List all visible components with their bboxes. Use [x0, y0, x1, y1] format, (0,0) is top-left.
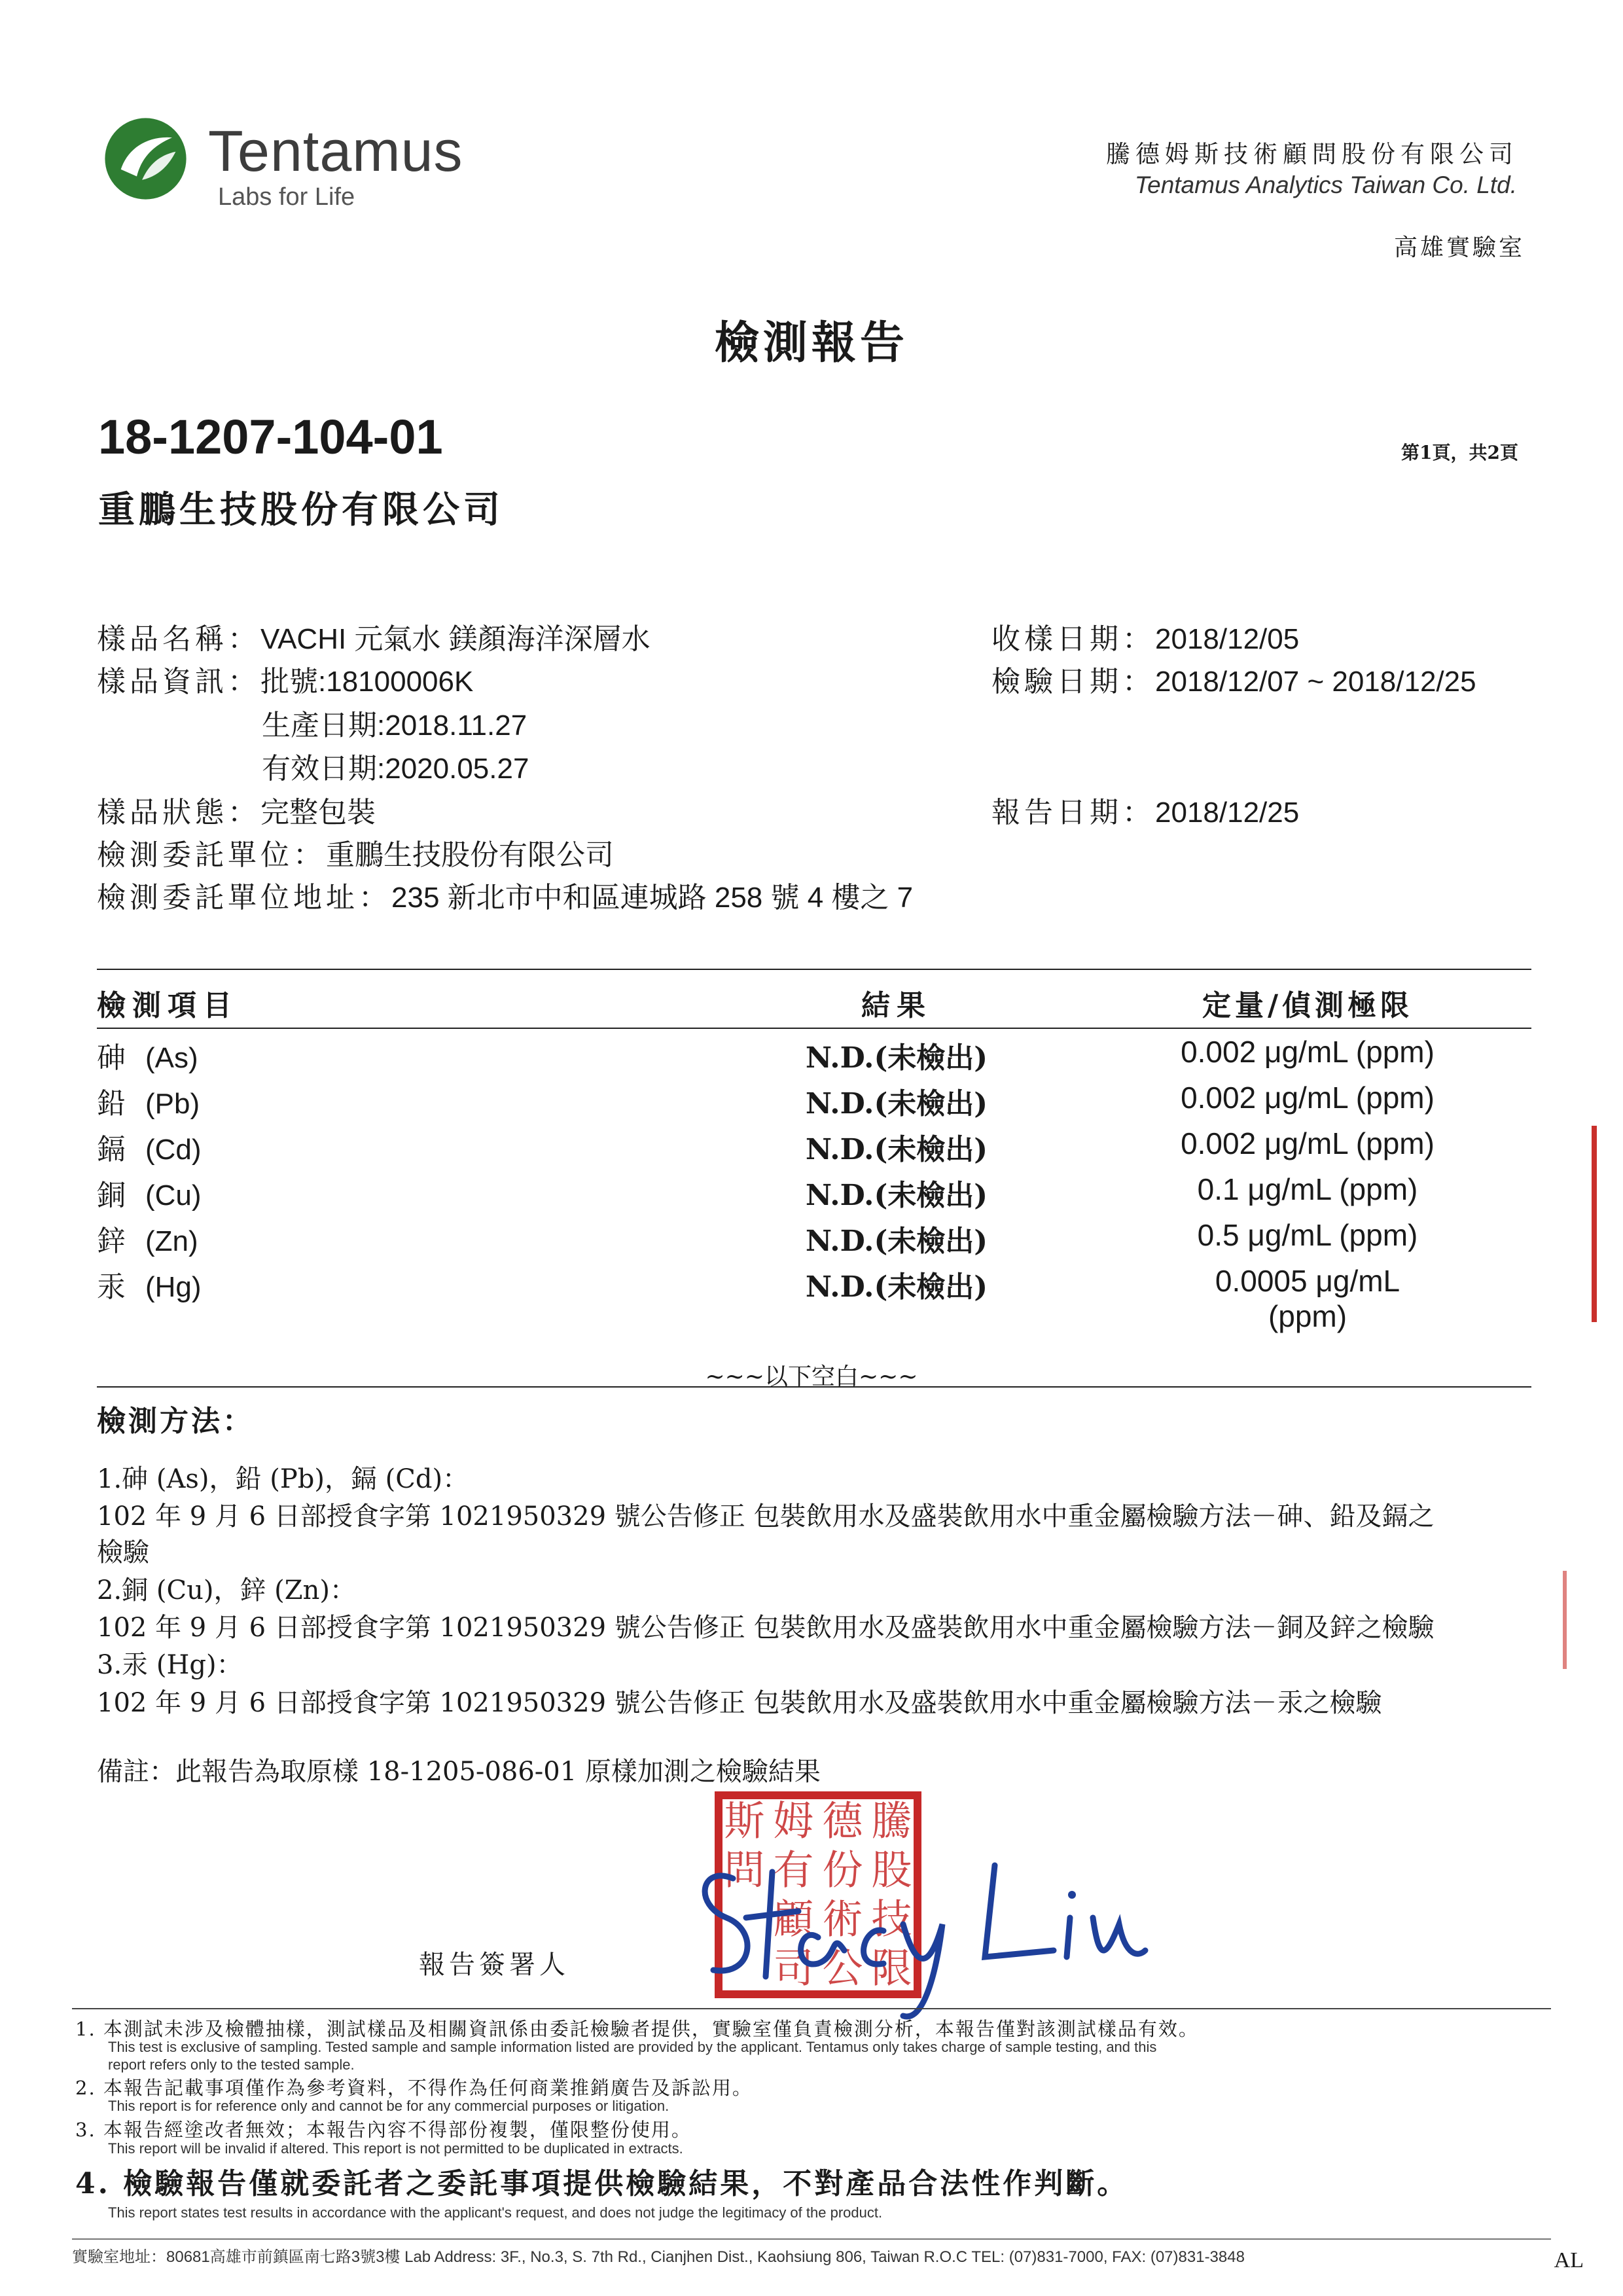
client-value: 重鵬生技股份有限公司 [326, 838, 614, 872]
sample-state-label: 樣品狀態： [97, 796, 260, 829]
element-name: 鎘 [97, 1133, 126, 1166]
method-1-text: 102 年 9 月 6 日部授食字第 1021950329 號公告修正 包裝飲用水及盛裝飲用水中重金屬檢驗方法－砷、鉛及鎘之 [97, 1501, 1435, 1532]
sample-name-row [97, 615, 651, 657]
page-corner-mark: AL [1554, 2248, 1584, 2272]
client-address-value: 235 新北市中和區連城路 258 號 4 樓之 7 [391, 882, 914, 914]
element-name: 銅 [97, 1179, 126, 1212]
edge-seal-mark [1592, 1126, 1597, 1322]
result-value: N.D.(未檢出) [805, 1087, 988, 1121]
report-number: 18-1207-104-01 [98, 410, 443, 464]
detection-limit: 0.0005 μg/mL (ppm) [1215, 1264, 1400, 1333]
seal-char: 問 [724, 1846, 765, 1894]
method-3-text: 102 年 9 月 6 日部授食字第 1021950329 號公告修正 包裝飲用水及盛裝飲用水中重金屬檢驗方法－汞之檢驗 [97, 1688, 1382, 1718]
test-date-value: 2018/12/07 ~ 2018/12/25 [1155, 666, 1476, 698]
sample-name-value: VACHI 元氣水 鎂顏海洋深層水 [260, 623, 651, 655]
seal-char: 技 [871, 1895, 912, 1943]
edge-seal-mark [1563, 1571, 1567, 1669]
sample-info-row [97, 658, 473, 700]
table-row [97, 1263, 1531, 1333]
test-date-row [991, 658, 1476, 700]
signer-label: 報告簽署人 [419, 1950, 569, 1980]
method-1-text-cont: 檢驗 [97, 1537, 149, 1568]
method-1-title: 1.砷 (As)，鉛 (Pb)，鎘 (Cd)： [97, 1464, 469, 1494]
report-date-label: 報告日期： [991, 796, 1155, 829]
seal-char: 股 [871, 1846, 912, 1894]
table-row [97, 1172, 1531, 1217]
result-value: N.D.(未檢出) [805, 1133, 988, 1166]
element-name: 汞 [97, 1270, 126, 1304]
element-symbol: (Hg) [145, 1271, 202, 1303]
seal-char: 有 [773, 1846, 814, 1894]
element-name: 鉛 [97, 1087, 126, 1121]
seal-char: 術 [822, 1895, 863, 1943]
client-name: 重鵬生技股份有限公司 [98, 488, 504, 531]
table-row [97, 1217, 1531, 1263]
detection-limit: 0.002 μg/mL (ppm) [1181, 1126, 1435, 1160]
element-symbol: (Pb) [145, 1088, 200, 1120]
element-name: 鋅 [97, 1225, 126, 1258]
logo-name: Tentamus [208, 118, 463, 183]
detection-limit: 0.002 μg/mL (ppm) [1181, 1081, 1435, 1115]
received-date-label: 收樣日期： [991, 622, 1155, 656]
sample-name-label: 樣品名稱： [97, 622, 260, 656]
blank-below-marker: ~~~以下空白~~~ [705, 1363, 918, 1390]
expiry-date: 有效日期:2020.05.27 [262, 753, 529, 785]
note-2-zh: 2. 本報告記載事項僅作為參考資料，不得作為任何商業推銷廣告及訴訟用。 [75, 2077, 753, 2099]
test-date-label: 檢驗日期： [991, 665, 1155, 698]
note-1-en-cont: report refers only to the tested sample. [108, 2056, 355, 2073]
element-symbol: (Cu) [145, 1179, 202, 1211]
sample-state-value: 完整包裝 [260, 796, 376, 829]
note-3-en: This report will be invalid if altered. This report is not permitted to be duplicated in extracts. [108, 2140, 683, 2157]
element-symbol: (As) [145, 1042, 198, 1074]
header-result: 結果 [861, 989, 932, 1022]
company-name-en: Tentamus Analytics Taiwan Co. Ltd. [1134, 171, 1517, 198]
note-3-zh: 3. 本報告經塗改者無效；本報告內容不得部份複製，僅限整份使用。 [75, 2119, 692, 2141]
seal-char: 斯 [724, 1797, 765, 1845]
batch-number: 批號:18100006K [260, 666, 474, 698]
seal-char: 司 [773, 1944, 814, 1992]
seal-char: 姆 [773, 1797, 814, 1845]
received-date-row [991, 615, 1299, 657]
element-symbol: (Cd) [145, 1134, 202, 1166]
header-limit: 定量/偵測極限 [1202, 989, 1414, 1022]
element-symbol: (Zn) [145, 1225, 198, 1257]
note-4-zh: 4. 檢驗報告僅就委託者之委託事項提供檢驗結果，不對產品合法性作判斷。 [75, 2167, 1129, 2200]
report-title: 檢測報告 [714, 317, 908, 369]
lab-name: 高雄實驗室 [1393, 234, 1525, 261]
report-date-row [991, 789, 1299, 831]
sample-info-label: 樣品資訊： [97, 665, 260, 698]
method-2-text: 102 年 9 月 6 日部授食字第 1021950329 號公告修正 包裝飲用水及盛裝飲用水中重金屬檢驗方法－銅及鋅之檢驗 [97, 1613, 1435, 1643]
seal-char: 德 [822, 1797, 863, 1845]
note-2-en: This report is for reference only and cannot be for any commercial purposes or litigation. [108, 2098, 669, 2114]
seal-char: 騰 [871, 1797, 912, 1845]
client-label: 檢測委託單位： [97, 838, 326, 872]
seal-char: 份 [822, 1846, 863, 1894]
seal-char: 公 [822, 1944, 863, 1992]
note-1-zh: 1. 本測試未涉及檢體抽樣，測試樣品及相關資訊係由委託檢驗者提供，實驗室僅負責檢測分析，本報告僅對該測試樣品有效。 [75, 2018, 1199, 2040]
table-row [97, 1126, 1531, 1172]
result-value: N.D.(未檢出) [805, 1179, 988, 1212]
remark: 備註：此報告為取原樣 18-1205-086-01 原樣加測之檢驗結果 [97, 1757, 821, 1787]
seal-char: 顧 [773, 1895, 814, 1943]
sample-state-row [97, 789, 376, 831]
table-row [97, 1034, 1531, 1080]
detection-limit: 0.1 μg/mL (ppm) [1197, 1172, 1418, 1206]
detection-limit: 0.002 μg/mL (ppm) [1181, 1035, 1435, 1069]
manufacture-date: 生產日期:2018.11.27 [262, 709, 527, 742]
tentamus-logo-icon [101, 115, 190, 203]
logo-tagline: Labs for Life [218, 183, 355, 211]
element-name: 砷 [97, 1041, 126, 1075]
methods-heading: 檢測方法： [97, 1405, 254, 1438]
page-indicator: 第1頁，共2頁 [1401, 442, 1518, 463]
table-bottom-rule [97, 1386, 1531, 1388]
note-1-en: This test is exclusive of sampling. Tested sample and sample information listed are provided by the applicant. Tentamus only takes charge of sample testing, and this [108, 2039, 1157, 2055]
lab-address: 實驗室地址：80681高雄市前鎮區南七路3號3樓 Lab Address: 3F., No.3, S. 7th Rd., Cianjhen Dist., Kaohsiung 806, Taiwan R.O.C TEL: (07)831-7000, FAX: (07)831-3848 [72, 2248, 1245, 2266]
received-date-value: 2018/12/05 [1155, 623, 1300, 655]
footer-rule [72, 2008, 1551, 2009]
method-3-title: 3.汞 (Hg)： [97, 1650, 243, 1680]
report-date-value: 2018/12/25 [1155, 797, 1300, 829]
result-value: N.D.(未檢出) [805, 1225, 988, 1258]
seal-char: 限 [871, 1944, 912, 1992]
address-rule [72, 2238, 1551, 2240]
result-value: N.D.(未檢出) [805, 1041, 988, 1075]
table-row [97, 1080, 1531, 1126]
result-value: N.D.(未檢出) [805, 1270, 988, 1304]
header-item: 檢測項目 [97, 989, 238, 1022]
client-address-label: 檢測委託單位地址： [97, 881, 391, 914]
company-name-zh: 騰德姆斯技術顧問股份有限公司 [1106, 140, 1518, 168]
table-header-rule [97, 1028, 1531, 1029]
detection-limit: 0.5 μg/mL (ppm) [1197, 1218, 1418, 1252]
client-row [97, 831, 614, 873]
method-2-title: 2.銅 (Cu)，鋅 (Zn)： [97, 1575, 356, 1605]
signature [687, 1826, 1158, 2022]
note-4-en: This report states test results in accordance with the applicant's request, and does not judge the legitimacy of the product. [108, 2204, 883, 2221]
client-address-row [97, 874, 913, 916]
table-top-rule [97, 969, 1531, 970]
